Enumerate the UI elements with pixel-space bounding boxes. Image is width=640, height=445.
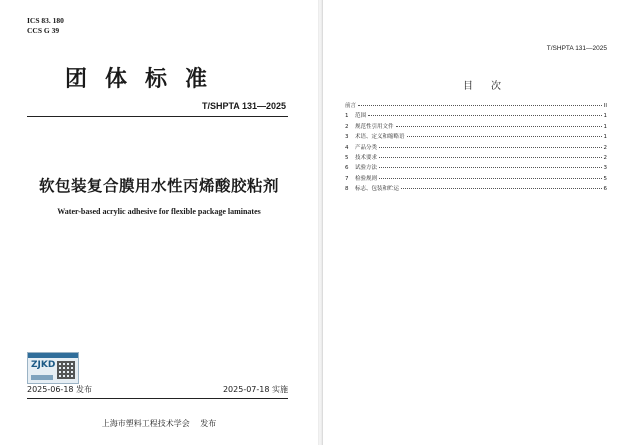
toc-page [322, 0, 640, 445]
toc-entry-number: 1 [345, 113, 349, 120]
toc-entry-number: 6 [345, 165, 349, 172]
toc-entry-page: 3 [603, 165, 607, 172]
certification-badge [27, 352, 79, 384]
ics-code: ICS 83. 180 [27, 16, 64, 25]
toc-dot-leader [407, 136, 602, 137]
toc-entry-page: 2 [603, 154, 607, 161]
toc-entry[interactable] [345, 132, 607, 142]
toc-entry[interactable] [345, 122, 607, 132]
title-english: Water-based acrylic adhesive for flexible package laminates [57, 207, 261, 216]
implementation-date: 2025-07-18 实施 [222, 385, 288, 394]
toc-entry-page: II [603, 103, 607, 109]
toc-entry-number: 5 [345, 154, 349, 161]
toc-entry-number: 8 [345, 186, 349, 193]
header-code: T/SHPTA 131—2025 [546, 45, 607, 52]
table-of-contents [345, 101, 607, 195]
toc-entry-page: 5 [603, 175, 607, 182]
toc-entry-page: 1 [603, 134, 607, 141]
toc-entry-label: 规范性引用文件 [355, 123, 394, 130]
toc-dot-leader [379, 157, 601, 158]
toc-entry[interactable] [345, 101, 607, 111]
top-rule [27, 116, 288, 117]
toc-entry-number: 3 [345, 134, 349, 141]
toc-dot-leader [379, 167, 601, 168]
toc-entry-page: 1 [603, 113, 607, 120]
toc-dot-leader [379, 178, 601, 179]
toc-entry-label: 产品分类 [355, 144, 378, 151]
cover-page [0, 0, 318, 445]
badge-bar [31, 375, 53, 380]
toc-entry-label: 检验规则 [355, 175, 378, 182]
standard-type: 团体标准 [65, 67, 226, 92]
toc-dot-leader [379, 147, 601, 148]
toc-entry-label: 前言 [345, 103, 357, 109]
toc-dot-leader [368, 115, 601, 116]
toc-entry-page: 2 [603, 144, 607, 151]
toc-entry-number: 7 [345, 175, 349, 182]
toc-entry[interactable] [345, 153, 607, 163]
toc-entry-number: 4 [345, 144, 349, 151]
toc-entry[interactable] [345, 111, 607, 121]
toc-entry-label: 标志、包装和贮运 [355, 186, 400, 193]
toc-entry[interactable] [345, 143, 607, 153]
toc-entry-label: 试验方法 [355, 165, 378, 172]
ccs-code: CCS G 39 [27, 26, 60, 35]
toc-dot-leader [401, 188, 601, 189]
standard-code: T/SHPTA 131—2025 [201, 101, 286, 111]
qr-code-icon [57, 361, 75, 379]
toc-entry-page: 1 [603, 123, 607, 130]
publisher: 上海市塑料工程技术学会 发布 [101, 419, 217, 428]
badge-strip [28, 353, 78, 358]
toc-dot-leader [358, 105, 602, 106]
bottom-rule [27, 398, 288, 399]
toc-entry[interactable] [345, 163, 607, 173]
toc-title: 目次 [463, 81, 519, 92]
toc-entry-label: 范围 [355, 113, 367, 120]
toc-entry-page: 6 [603, 186, 607, 193]
title-chinese: 软包装复合膜用水性丙烯酸胶粘剂 [38, 177, 279, 195]
toc-entry[interactable] [345, 184, 607, 194]
classification-codes [27, 16, 64, 36]
toc-entry-number: 2 [345, 123, 349, 130]
toc-entry-label: 技术要求 [355, 154, 378, 161]
issue-date: 2025-06-18 发布 [27, 385, 93, 394]
toc-entry-label: 术语、定义和缩略语 [355, 134, 405, 141]
toc-entry[interactable] [345, 174, 607, 184]
badge-logo: ZJKD [31, 360, 56, 370]
toc-dot-leader [396, 126, 602, 127]
